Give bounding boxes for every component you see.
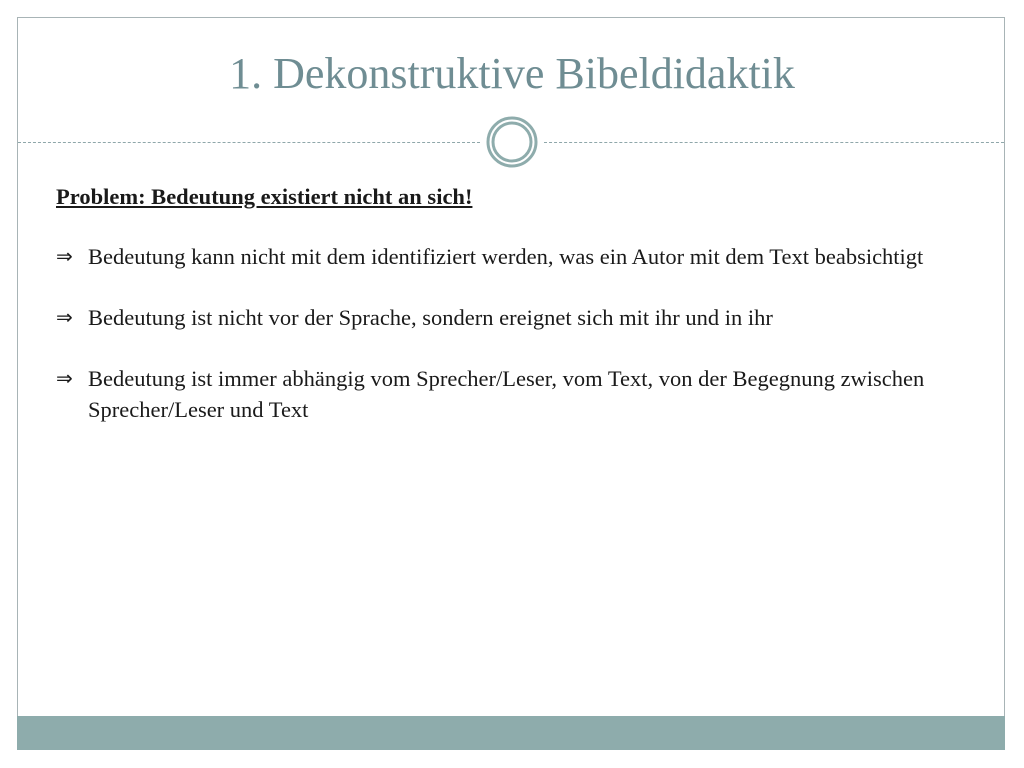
list-item xyxy=(56,363,956,425)
divider-right xyxy=(544,142,1004,143)
list-item xyxy=(56,241,956,272)
slide-content xyxy=(56,181,956,455)
problem-heading: Problem: Bedeutung existiert nicht an sich! xyxy=(56,184,473,209)
footer-accent-bar xyxy=(17,716,1005,750)
list-item xyxy=(56,302,956,333)
double-arrow-right-icon: ⇒ xyxy=(56,305,73,329)
point-text: Bedeutung ist nicht vor der Sprache, sondern ereignet sich mit ihr und in ihr xyxy=(88,305,773,330)
double-arrow-right-icon: ⇒ xyxy=(56,244,73,268)
double-arrow-right-icon: ⇒ xyxy=(56,366,73,390)
circle-ornament-icon xyxy=(486,116,538,168)
point-text: Bedeutung kann nicht mit dem identifiziert werden, was ein Autor mit dem Text beabsichtigt xyxy=(88,244,924,269)
slide-title: 1. Dekonstruktive Bibeldidaktik xyxy=(229,49,795,98)
divider-left xyxy=(18,142,480,143)
point-text: Bedeutung ist immer abhängig vom Sprecher/Leser, vom Text, von der Begegnung zwischen Sprecher/Leser und Text xyxy=(88,366,925,422)
